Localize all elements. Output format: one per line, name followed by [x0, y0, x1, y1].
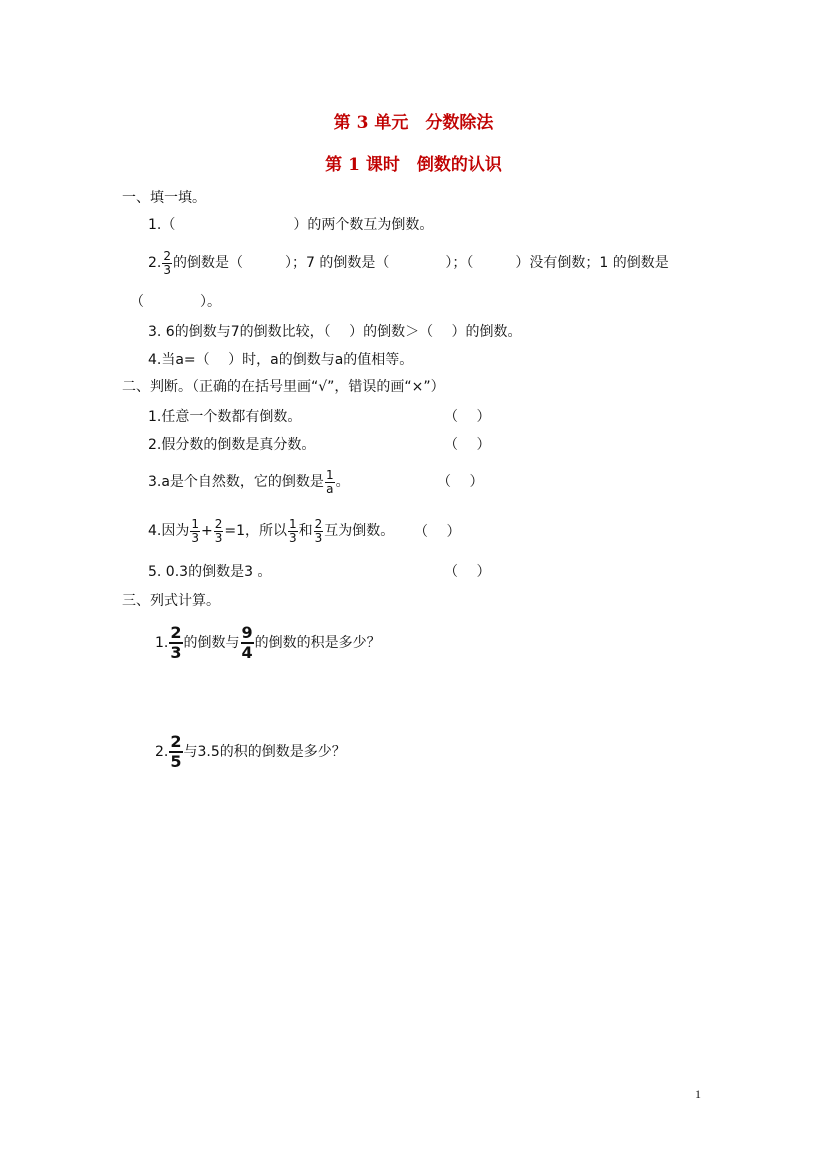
s1-question-1 [148, 217, 433, 233]
judge-paren-2: （ ） [444, 437, 491, 453]
judge-paren-4: （ ） [414, 524, 461, 540]
fraction-denominator: 5 [170, 752, 182, 771]
s1-q2-prefix: 2. [148, 255, 162, 271]
fraction [241, 624, 254, 662]
judge-item-4-text-a: 4.因为 [148, 523, 190, 539]
fraction [314, 518, 324, 545]
section2-heading: 二、判断。（正确的在括号里画“√”，错误的画“×”） [122, 379, 445, 395]
judge-item-2: 2.假分数的倒数是真分数。 [148, 437, 316, 453]
page-title: 第 3 单元 分数除法 [333, 113, 494, 133]
calc-q2-after: 与3.5的积的倒数是多少？ [183, 744, 346, 760]
judge-item-4-eq: =1，所以 [224, 523, 288, 539]
fraction [288, 518, 298, 545]
fraction-numerator: 2 [170, 732, 182, 751]
fraction-numerator: 2 [170, 623, 182, 642]
fraction [190, 518, 200, 545]
fraction-denominator: 3 [170, 643, 182, 662]
calc-question-2 [155, 729, 346, 775]
fraction-numerator: 2 [214, 516, 223, 531]
fraction-denominator: 3 [191, 530, 199, 545]
judge-paren-3: （ ） [437, 474, 484, 490]
section1-heading: 一、填一填。 [122, 190, 206, 206]
judge-item-3-after: 。 [335, 474, 350, 490]
judge-item-4 [148, 514, 394, 548]
s1-q2-text: 的倒数是（ ）；7 的倒数是（ ）；（ ）没有倒数；1 的倒数是 [173, 255, 669, 271]
fraction-denominator: a [326, 481, 334, 496]
judge-item-5: 5. 0.3的倒数是3 。 [148, 564, 272, 580]
judge-item-4-after: 互为倒数。 [324, 523, 395, 539]
section3-heading: 三、列式计算。 [122, 593, 220, 609]
judge-item-4-and: 和 [298, 523, 313, 539]
fraction-denominator: 4 [241, 643, 253, 662]
plus-sign: + [201, 523, 213, 539]
calc-question-1 [155, 620, 381, 666]
judge-paren-1: （ ） [444, 409, 491, 425]
fraction-numerator: 2 [163, 248, 171, 263]
fraction-numerator: 1 [289, 516, 297, 531]
page-subtitle: 第 1 课时 倒数的认识 [325, 155, 502, 175]
fraction-denominator: 3 [163, 262, 171, 277]
fraction-denominator: 3 [214, 530, 223, 545]
fraction [169, 733, 182, 771]
fraction-numerator: 2 [314, 516, 323, 531]
judge-paren-5: （ ） [444, 564, 491, 580]
s1-q1-text-a: 1.（ [148, 217, 176, 233]
fraction-numerator: 9 [241, 623, 253, 642]
fraction-denominator: 3 [289, 530, 297, 545]
s1-q2-continuation: （ ）。 [130, 294, 221, 310]
fraction [214, 518, 224, 545]
calc-q1-prefix: 1. [155, 635, 169, 651]
judge-item-1: 1.任意一个数都有倒数。 [148, 409, 302, 425]
judge-item-3 [148, 466, 350, 498]
fraction [162, 250, 172, 277]
s1-question-4: 4.当a=（ ）时，a的倒数与a的值相等。 [148, 352, 414, 368]
fraction-denominator: 3 [314, 530, 323, 545]
fraction-numerator: 1 [191, 516, 199, 531]
judge-item-3-text: 3.a是个自然数，它的倒数是 [148, 474, 324, 490]
fraction [325, 469, 335, 496]
calc-q2-prefix: 2. [155, 744, 169, 760]
s1-question-2 [148, 248, 669, 278]
calc-q1-mid: 的倒数与 [183, 635, 240, 651]
fraction-numerator: 1 [325, 467, 334, 482]
fraction [169, 624, 182, 662]
s1-q1-text-b: ）的两个数互为倒数。 [293, 217, 434, 233]
calc-q1-after: 的倒数的积是多少？ [254, 635, 381, 651]
page-number: 1 [695, 1087, 701, 1101]
s1-question-3: 3. 6的倒数与7的倒数比较，（ ）的倒数＞（ ）的倒数。 [148, 324, 522, 340]
